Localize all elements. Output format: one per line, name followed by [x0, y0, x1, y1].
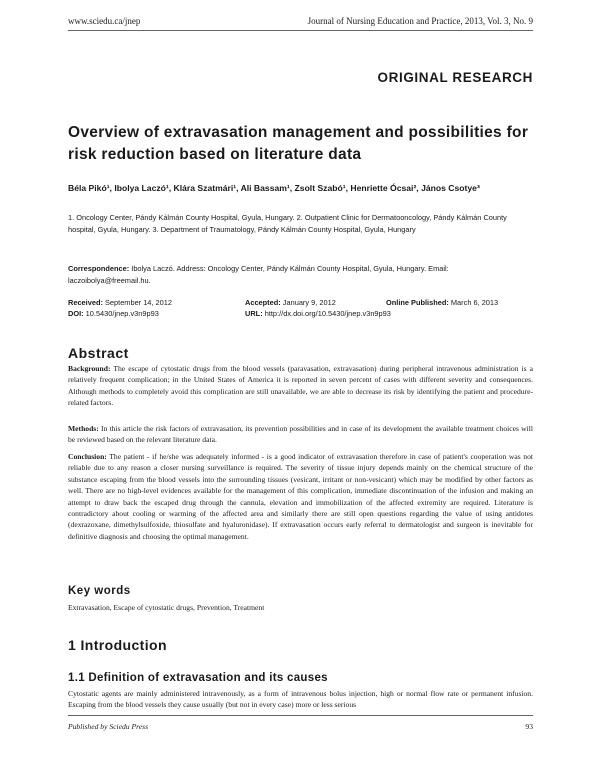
url-link[interactable]: http://dx.doi.org/10.5430/jnep.v3n9p93: [264, 309, 391, 318]
accepted-value: January 9, 2012: [282, 298, 336, 307]
url: [245, 308, 391, 319]
conclusion-text: The patient - if he/she was adequately informed - is a good indicator of extravasation therefore in case of patient's cooperation was not reliable due to any reason a closer nursing surveillance is required. The severity of tissue injury depends mainly on the chemical structure of the substance escaping from the blood vessels into the surrounding tissues (vesicant, irritant or non-vesicant) which may be modified by other factors as well. There are no high-level evidences available for the management of this complication, immediate discontinuation of the infusion and making an attempt to draw back the escaped drug through the cannula, elevation and immobilization of the affected extremity are required. Literature is contradictory about cooling or warming of the affected area and similarly there are still open questions regarding the value of using antidotes (dexrazoxane, dimethylsulfoxide, thiosulfate and hyaluronidase). If extravasation occurs early referral to dermatologist and surgeon is inevitable for definitive diagnosis and choosing the optimal management.: [68, 452, 533, 541]
journal-url[interactable]: www.sciedu.ca/jnep: [68, 16, 141, 26]
received-date: [68, 297, 172, 308]
methods-text: In this article the risk factors of extravasation, its prevention possibilities and in case of its development the available treatment choices will be reviewed based on the relevant literature data.: [68, 424, 533, 445]
intro-subheading: 1.1 Definition of extravasation and its causes: [68, 672, 328, 684]
author-list: Béla Pikó¹, Ibolya Laczó¹, Klára Szatmári¹, Ali Bassam¹, Zsolt Szabó¹, Henriette Ócsai², János Csotye³: [68, 183, 480, 193]
footer-rule: [68, 715, 533, 716]
article-title: Overview of extravasation management and possibilities for risk reduction based on literature data: [68, 124, 529, 163]
correspondence-label: Correspondence:: [68, 264, 130, 273]
page-number: 93: [525, 722, 533, 731]
abstract-methods: [68, 423, 533, 446]
affiliations: 1. Oncology Center, Pándy Kálmán County Hospital, Gyula, Hungary. 2. Outpatient Clinic for Dermatooncology, Pándy Kálmán County hospital, Gyula, Hungary. 3. Department of Traumatology, Pándy Kálmán County Hospital, Gyula, Hungary: [68, 213, 507, 234]
received-label: Received:: [68, 298, 103, 307]
abstract-heading: Abstract: [68, 345, 129, 361]
background-label: Background:: [68, 364, 111, 373]
correspondence-text: Ibolya Laczó. Address: Oncology Center, Pándy Kálmán County Hospital, Gyula, Hungary. Email: laczoibolya@freemail.hu.: [68, 264, 449, 285]
doi: [68, 308, 159, 319]
doi-value[interactable]: 10.5430/jnep.v3n9p93: [85, 309, 159, 318]
section-label: ORIGINAL RESEARCH: [377, 70, 533, 85]
published-label: Online Published:: [386, 298, 449, 307]
keywords-heading: Key words: [68, 585, 131, 597]
journal-citation: Journal of Nursing Education and Practice, 2013, Vol. 3, No. 9: [307, 16, 533, 26]
keywords-text: Extravasation, Escape of cytostatic drugs, Prevention, Treatment: [68, 603, 265, 612]
methods-label: Methods:: [68, 424, 99, 433]
received-value: September 14, 2012: [104, 298, 172, 307]
intro-heading: 1 Introduction: [68, 637, 167, 653]
conclusion-label: Conclusion:: [68, 452, 107, 461]
background-text: The escape of cytostatic drugs from the blood vessels (paravasation, extravasation) during peripheral intravenous administration is a relatively frequent complication; in the United States of America it is reported in seven percent of cases with different severity and consequences. Although methods to completely avoid this complication are still unavailable, we are able to decrease its risk by identifying the patient and procedure-related factors.: [68, 364, 533, 408]
published-value: March 6, 2013: [450, 298, 499, 307]
header-rule: [68, 30, 533, 31]
accepted-label: Accepted:: [245, 298, 281, 307]
published-date: [386, 297, 498, 308]
correspondence: [68, 263, 533, 287]
intro-paragraph: Cytostatic agents are mainly administered intravenously, as a form of intravenous bolus injection, high or normal flow rate or permanent infusion. Escaping from the blood vessels they cause usually (but not in every case) more or less serious: [68, 689, 533, 710]
doi-label: DOI:: [68, 309, 84, 318]
publisher-credit: Published by Sciedu Press: [68, 722, 149, 731]
abstract-background: [68, 363, 533, 409]
accepted-date: [245, 297, 336, 308]
abstract-conclusion: [68, 451, 533, 542]
url-label: URL:: [245, 309, 263, 318]
